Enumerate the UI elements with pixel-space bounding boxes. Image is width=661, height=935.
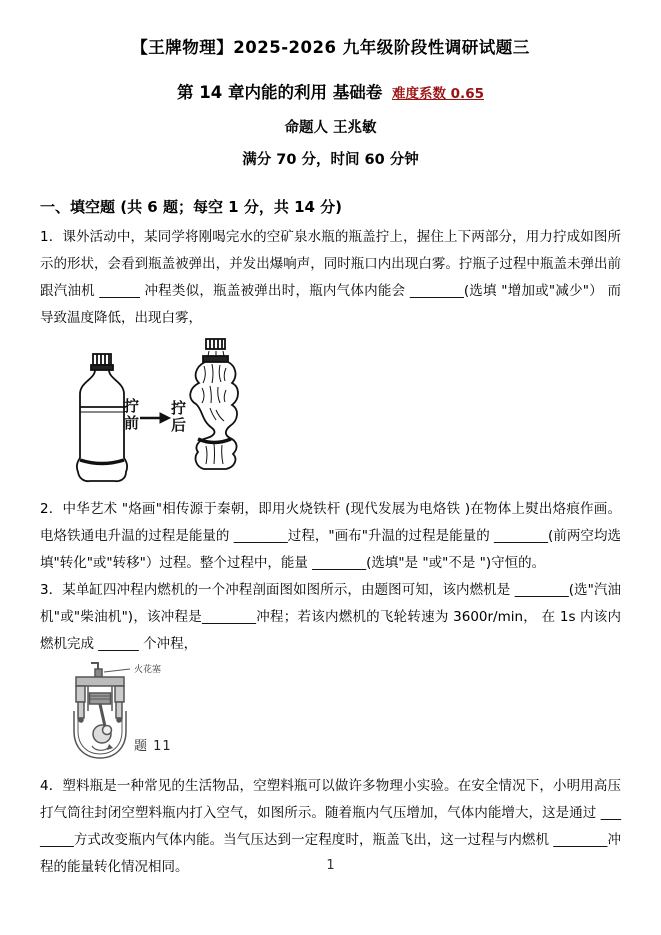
document-header [40,34,621,169]
section-header-fill-in-blanks: 一、填空题 (共 6 题；每空 1 分，共 14 分) [40,198,343,216]
label-before-twist: 拧前 [122,398,140,432]
question-2-text: 2．中华艺术 "烙画"相传源于秦朝，即用火烧铁杆 (现代发展为电烙铁 )在物体上熨出烙痕作画。电烙铁通电升温的过程是能量的 ________过程，"画布"升温的过程是能量的 ________(前两空均选填"转化"或"转移"）过程。整个过程中，能量 ________(选填"是 "或"不是 ")守恒的。 [40,501,621,571]
score-time-line: 满分 70 分，时间 60 分钟 [242,152,419,168]
question-3-text: 3．某单缸四冲程内燃机的一个冲程剖面图如图所示，由题图可知，该内燃机是 ________(选"汽油机"或"柴油机")，该冲程是________冲程；若该内燃机的飞轮转速为 3600r/min， 在 1s 内该内燃机完成 ______ 个冲程， [40,582,621,652]
question-4-text: 4．塑料瓶是一种常见的生活物品，空塑料瓶可以做许多物理小实验。在安全情况下，小明用高压打气筒往封闭空塑料瓶内打入空气，如图所示。随着瓶内气压增加，气体内能增大，这是通过 ________方式改变瓶内气体内能。当气压达到一定程度时，瓶盖飞出，这一过程与内燃机 ________冲程的能量转化情况相同。 [40,778,621,875]
author-line: 命题人 王兆敏 [284,120,377,136]
chapter-title: 第 14 章内能的利用 基础卷 [177,83,383,102]
doc-title-line1: 【王牌物理】2025-2026 九年级阶段性调研试题三 [131,38,530,57]
page-number: 1 [326,858,335,873]
figure-bottle-twist [76,338,246,490]
doc-title-line2 [40,79,621,103]
difficulty-coefficient: 难度系数 0.65 [391,86,484,102]
question-1-text: 1．课外活动中，某同学将刚喝完水的空矿泉水瓶的瓶盖拧上，握住上下两部分，用力拧成如图所示的形状，会看到瓶盖被弹出，并发出爆响声，同时瓶口内出现白雾。拧瓶子过程中瓶盖未弹出前跟汽油机 ______ 冲程类似，瓶盖被弹出时，瓶内气体内能会 ________(选填 "增加或"减少"） 而导致温度降低，出现白雾， [40,229,621,326]
figure-engine-stroke [68,661,208,761]
bottle-figure-art [76,338,246,490]
arrow-icon [140,413,170,423]
label-after-twist: 拧后 [169,400,187,434]
spark-plug-label: 火花塞 [134,665,162,675]
engine-figure-caption: 题 11 [134,739,172,754]
